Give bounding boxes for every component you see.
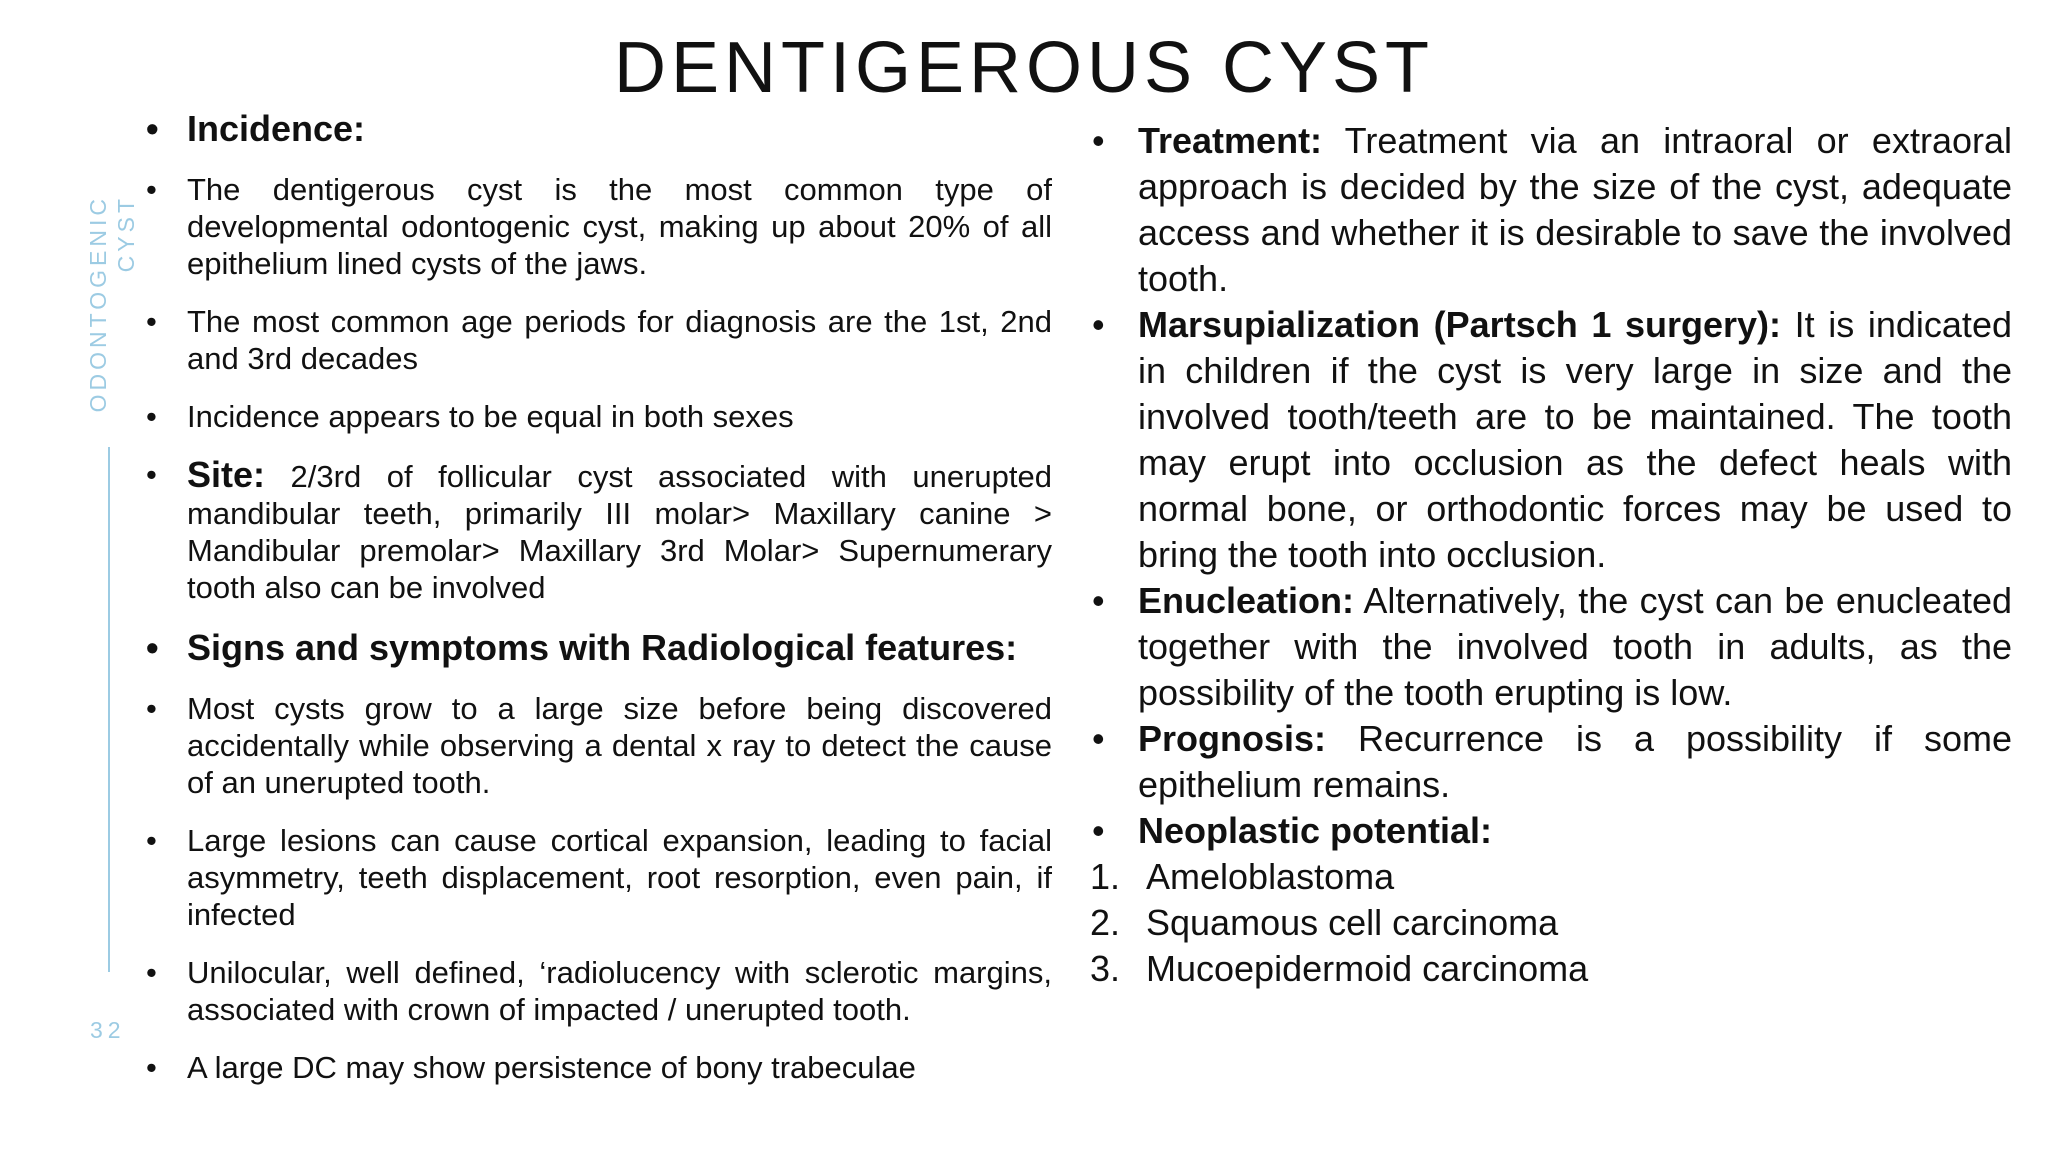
bullet-text: Most cysts grow to a large size before being discovered accidentally while observing a dental x ray to detect the cause of an unerupted tooth. — [187, 691, 1052, 800]
incidence-heading — [146, 108, 1052, 149]
section-divider-line — [108, 447, 110, 972]
site-text: 2/3rd of follicular cyst associated with unerupted mandibular teeth, primarily III molar> Maxillary canine > Mandibular premolar> Maxillary 3rd Molar> Supernumerary tooth also can be involved — [187, 459, 1052, 605]
numbered-text: Mucoepidermoid carcinoma — [1146, 948, 1589, 989]
enucleation-lead: Enucleation: — [1138, 580, 1355, 621]
neoplastic-lead: Neoplastic potential: — [1138, 810, 1493, 851]
numbered-item — [1090, 854, 2012, 900]
prognosis-item — [1090, 716, 2012, 808]
list-item — [146, 1049, 1052, 1086]
bullet-text: Unilocular, well defined, ‘radiolucency with sclerotic margins, associated with crown of impacted / unerupted tooth. — [187, 955, 1052, 1027]
bullet-text: The dentigerous cyst is the most common type of developmental odontogenic cyst, making up about 20% of all epithelium lined cysts of the jaws. — [187, 172, 1052, 281]
treatment-item — [1090, 118, 2012, 302]
site-lead: Site: — [187, 454, 266, 495]
list-item — [146, 303, 1052, 377]
treatment-lead: Treatment: — [1138, 120, 1323, 161]
numbered-text: Squamous cell carcinoma — [1146, 902, 1559, 943]
bullet-text: The most common age periods for diagnosis are the 1st, 2nd and 3rd decades — [187, 304, 1052, 376]
numbered-item — [1090, 946, 2012, 992]
enucleation-text: Alternatively, the cyst can be enucleated together with the involved tooth in adults, as the possibility of the tooth erupting is low. — [1138, 580, 2012, 713]
prognosis-text: Recurrence is a possibility if some epithelium remains. — [1138, 718, 2012, 805]
marsupialization-item — [1090, 302, 2012, 578]
bullet-text: Incidence appears to be equal in both sexes — [187, 399, 794, 434]
prognosis-lead: Prognosis: — [1138, 718, 1327, 759]
slide-title: DENTIGEROUS CYST — [613, 28, 1435, 108]
numbered-item — [1090, 900, 2012, 946]
site-item — [146, 456, 1052, 606]
page-number: 32 — [90, 1017, 126, 1043]
signs-heading-text: Signs and symptoms with Radiological features: — [187, 627, 1018, 668]
list-item — [146, 690, 1052, 801]
neoplastic-item — [1090, 808, 2012, 854]
section-label: ODONTOGENIC CYST — [85, 195, 139, 413]
bullet-text: Large lesions can cause cortical expansion, leading to facial asymmetry, teeth displacement, root resorption, even pain, if infected — [187, 823, 1052, 932]
neoplastic-list — [1090, 854, 2012, 992]
left-column — [146, 108, 1052, 1152]
incidence-heading-text: Incidence: — [187, 108, 366, 149]
numbered-text: Ameloblastoma — [1146, 856, 1395, 897]
left-bullet-list — [146, 108, 1052, 1086]
treatment-text: Treatment via an intraoral or extraoral approach is decided by the size of the cyst, adequate access and whether it is desirable to save the involved tooth. — [1138, 120, 2012, 299]
list-item — [146, 822, 1052, 933]
marsupialization-lead: Marsupialization (Partsch 1 surgery): — [1138, 304, 1782, 345]
right-bullet-list — [1090, 118, 2012, 854]
enucleation-item — [1090, 578, 2012, 716]
bullet-text: A large DC may show persistence of bony trabeculae — [187, 1050, 916, 1085]
marsupialization-text: It is indicated in children if the cyst is very large in size and the involved tooth/teeth are to be maintained. The tooth may erupt into occlusion as the defect heals with normal bone, or orthodontic forces may be used to bring the tooth into occlusion. — [1138, 304, 2012, 575]
list-item — [146, 398, 1052, 435]
list-item — [146, 954, 1052, 1028]
signs-heading — [146, 627, 1052, 668]
right-column — [1090, 118, 2012, 992]
list-item — [146, 171, 1052, 282]
